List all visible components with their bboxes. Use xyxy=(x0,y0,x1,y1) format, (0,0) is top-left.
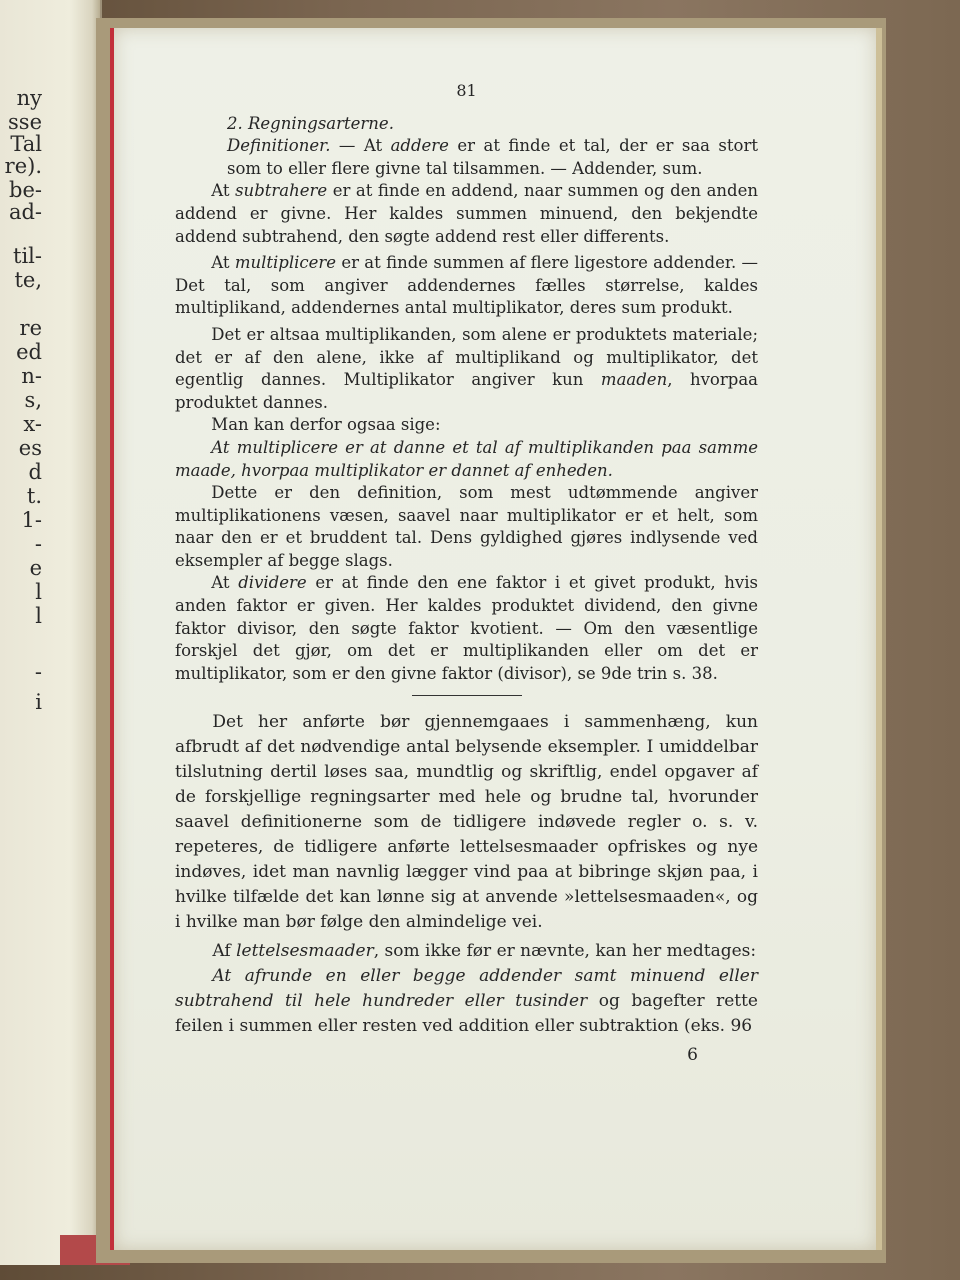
left-page-fragment: - xyxy=(34,660,42,684)
paragraph-definition-italic: At multiplicere er at danne et tal af multiplikanden paa samme maade, hvorpaa multiplikator er dannet af enheden. xyxy=(175,437,758,480)
left-page-fragment: t. xyxy=(26,484,42,508)
paragraph-subtrahere: At subtrahere er at finde en addend, naar summen og den anden addend er givne. Her kaldes summen minuend, den bekjendte addend subtrahend, den søgte addend rest eller differents. xyxy=(175,181,758,246)
page-number: 81 xyxy=(456,81,477,100)
left-page-fragment: sse xyxy=(8,110,42,134)
left-page xyxy=(0,0,102,1265)
paragraph-derfor: Man kan derfor ogsaa sige: xyxy=(211,415,441,435)
paragraph-multiplikand: Det er altsaa multiplikanden, som alene er produktets materiale; det er af den alene, ikke af multiplikand og multiplikator, det egentlig dannes. Multiplikator angiver kun maaden, hvorpaa produktet dannes. xyxy=(175,324,758,412)
left-page-fragment: l xyxy=(35,604,42,628)
paragraph-lettelsesmaader: Af lettelsesmaader, som ikke før er nævnte, kan her medtages: xyxy=(212,941,757,962)
left-page-fragment: ad- xyxy=(8,200,42,224)
left-page-fragment: ny xyxy=(16,86,42,110)
left-page-fragment: Tal xyxy=(10,132,42,156)
section-heading: 2. Regningsarterne. xyxy=(227,113,394,133)
left-page-fragment: ed xyxy=(16,340,42,364)
left-page-fragment: s, xyxy=(24,388,42,412)
left-page-fragment: re xyxy=(19,316,42,340)
left-page-fragment: d xyxy=(28,460,42,484)
left-page-fragment: x- xyxy=(23,412,42,436)
left-page-fragment: n- xyxy=(21,364,42,388)
section-divider xyxy=(412,695,522,696)
left-page-fragment: - xyxy=(34,532,42,556)
left-page-fragment: be- xyxy=(9,178,42,202)
left-page-fragment: i xyxy=(35,690,42,714)
paragraph-dividere: At dividere er at finde den ene faktor i et givet produkt, hvis anden faktor er given. Her kaldes produktet dividend, den givne faktor divisor, den søgte faktor kvotient. — Om den væsentlige forskjel det gjør, om det er multiplikanden eller om det er multiplikator, som er den givne faktor (divisor), se 9de trin s. 38. xyxy=(175,573,758,683)
lower-section xyxy=(175,710,758,1068)
left-page-fragment: es xyxy=(18,436,42,460)
left-page-fragment: til- xyxy=(13,244,42,268)
left-page-fragment: 1- xyxy=(21,508,42,532)
paragraph-multiplicere: At multiplicere er at finde summen af flere ligestore addender. — Det tal, som angiver addendernes fælles størrelse, kaldes multiplikand, addendernes antal multiplikator, deres sum produkt. xyxy=(175,253,758,318)
left-page-fragment: l xyxy=(35,580,42,604)
paragraph-gjennemgaaes: Det her anførte bør gjennemgaaes i sammenhæng, kun afbrudt af det nødvendige antal belysende eksempler. I umiddelbar tilslutning dertil løses saa, mundtlig og skriftlig, endel opgaver af de forskjellige regningsarter med hele og brudne tal, hvorunder saavel definitionerne som de tidligere indøvede regler o. s. v. repeteres, de tidligere anførte lettelsesmaader opfriskes og nye indøves, idet man navnlig lægger vind paa at bibringe skjøn paa, i hvilke tilfælde det kan lønne sig at anvende »lettelsesmaaden«, og i hvilke man bør følge den almindelige vei. xyxy=(175,712,758,933)
paragraph-addere: Definitioner. — At addere er at finde et tal, der er saa stort som to eller flere givne tal tilsammen. — Addender, sum. xyxy=(227,136,758,178)
left-page-fragment: e xyxy=(29,556,42,580)
paragraph-dette: Dette er den definition, som mest udtømmende angiver multiplikationens væsen, saavel naar multiplikator er et helt, som naar den er et bruddent tal. Dens gyldighed gjøres indlysende ved eksempler af begge slags. xyxy=(175,483,758,570)
left-page-fragment: re). xyxy=(4,154,42,178)
signature-mark: 6 xyxy=(687,1045,698,1066)
left-page-fragment: te, xyxy=(14,268,42,292)
page-text xyxy=(175,80,758,1068)
paragraph-afrunde: At afrunde en eller begge addender samt minuend eller subtrahend til hele hundreder eller tusinder og bagefter rette feilen i summen eller resten ved addition eller subtraktion (eks. 96 xyxy=(175,966,758,1037)
